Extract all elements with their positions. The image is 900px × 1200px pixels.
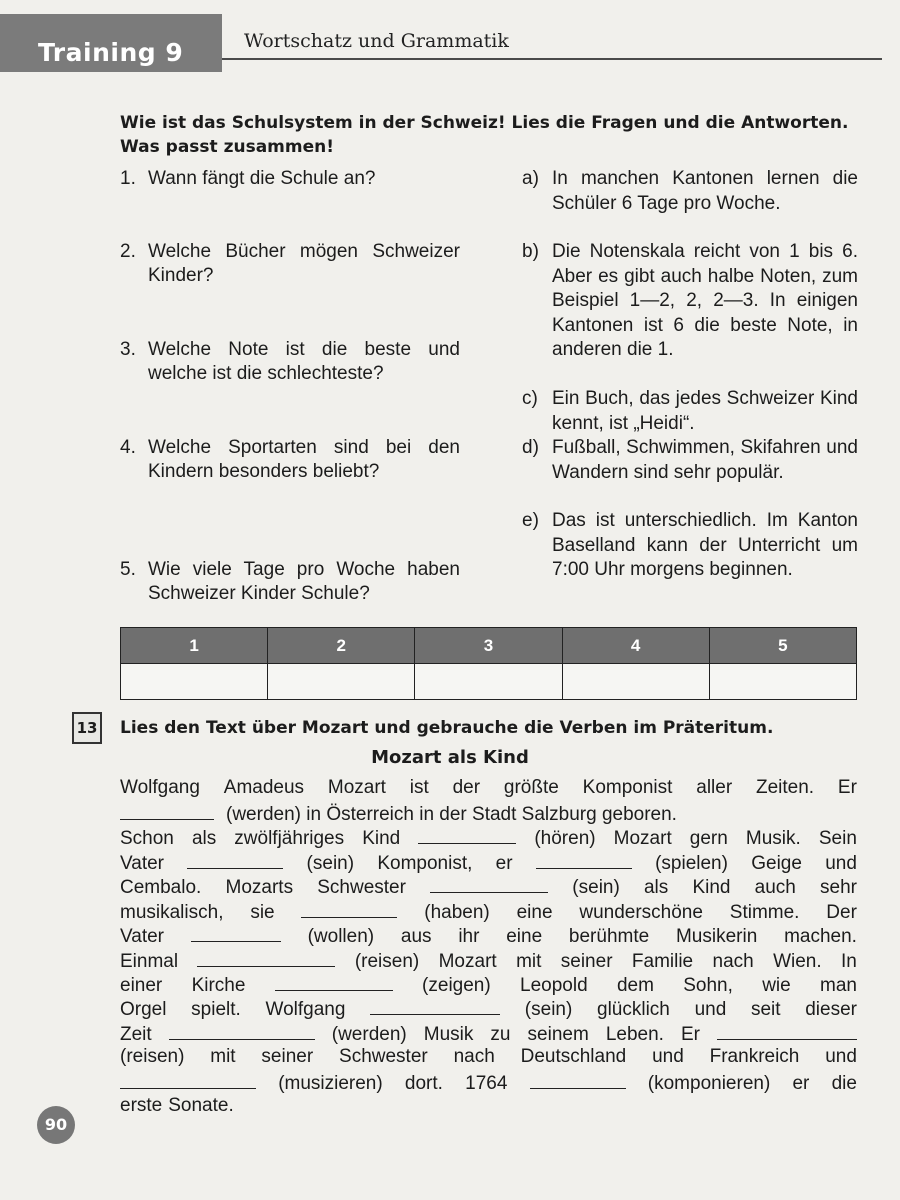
story-title: Mozart als Kind	[371, 747, 529, 768]
word: Kind	[362, 828, 401, 849]
word: Er	[837, 777, 857, 798]
text-line	[120, 850, 857, 876]
answer-cell[interactable]	[415, 664, 562, 700]
word: Musik.	[745, 828, 801, 849]
word: wunderschöne	[579, 902, 703, 923]
word: ist	[409, 777, 429, 798]
answer-table-header: 1	[121, 628, 268, 664]
word: er	[495, 853, 513, 874]
fill-blank[interactable]	[430, 874, 548, 893]
question-item	[120, 240, 460, 288]
word: (musizieren)	[278, 1073, 383, 1094]
word: (reisen)	[120, 1046, 185, 1067]
word: Komponist,	[377, 853, 473, 874]
answer-letter: c)	[522, 388, 538, 409]
word: und	[652, 1046, 684, 1067]
word: Leben.	[605, 1024, 664, 1045]
page-number: 90	[37, 1106, 75, 1144]
word: musikalisch,	[120, 902, 224, 923]
question-item	[120, 436, 460, 484]
word: (spielen)	[655, 853, 728, 874]
word: als	[191, 828, 217, 849]
answer-item	[522, 167, 858, 216]
word: spielt.	[191, 999, 241, 1020]
word: und	[694, 999, 727, 1020]
word: dieser	[805, 999, 857, 1020]
answer-item	[522, 240, 858, 363]
text-line	[120, 776, 857, 800]
answer-text: In manchen Kantonen lernen die Schüler 6 Tage pro Woche.	[552, 168, 858, 214]
question-item	[120, 338, 460, 386]
fill-blank[interactable]	[275, 972, 393, 991]
word: Der	[826, 902, 857, 923]
question-number: 3.	[120, 339, 136, 360]
word: seiner	[560, 951, 613, 972]
word: Zeiten.	[756, 777, 815, 798]
text-line	[120, 825, 857, 851]
word: Musik	[423, 1024, 474, 1045]
word: (haben)	[424, 902, 490, 923]
chapter-tab	[0, 14, 222, 72]
word: (komponieren)	[647, 1073, 771, 1094]
word: nach	[712, 951, 754, 972]
word: 1764	[465, 1073, 508, 1094]
word: Amadeus	[223, 777, 305, 798]
word: Sein	[818, 828, 857, 849]
word: Deutschland	[520, 1046, 627, 1067]
word: ihr	[458, 926, 480, 947]
word: Wien.	[773, 951, 822, 972]
word: Schwester	[339, 1046, 428, 1067]
word: er	[792, 1073, 810, 1094]
question-item	[120, 167, 460, 191]
word: Sonate.	[168, 1095, 234, 1116]
header-rule	[222, 58, 882, 60]
word: Stimme.	[729, 902, 800, 923]
fill-blank[interactable]	[301, 899, 397, 918]
word: Sohn,	[683, 975, 733, 996]
word: einer	[120, 975, 163, 996]
question-text: Wann fängt die Schule an?	[148, 168, 376, 189]
word: der	[452, 777, 481, 798]
text-line	[120, 899, 857, 925]
answer-table	[120, 627, 857, 700]
word: (hören)	[534, 828, 596, 849]
word: Schon	[120, 828, 174, 849]
answer-text: Ein Buch, das jedes Schweizer Kind kennt, ist „Heidi“.	[552, 388, 858, 434]
word: Mozart	[327, 777, 386, 798]
word: zwölfjähriges	[234, 828, 345, 849]
word: seiner	[261, 1046, 314, 1067]
answer-table-header: 3	[415, 628, 562, 664]
word: größte	[503, 777, 559, 798]
word: Vater	[120, 926, 165, 947]
word: Familie	[631, 951, 694, 972]
word: (werden) in Österreich in der Stadt Salzburg geboren.	[226, 804, 677, 825]
answer-item	[522, 509, 858, 583]
answer-cell[interactable]	[268, 664, 415, 700]
word: Orgel	[120, 999, 167, 1020]
word: In	[841, 951, 857, 972]
word: dem	[616, 975, 654, 996]
answer-letter: b)	[522, 241, 539, 262]
answer-item	[522, 436, 858, 485]
word: Musikerin	[675, 926, 758, 947]
question-text: Wie viele Tage pro Woche haben Schweizer Kinder Schule?	[148, 559, 460, 604]
word: zu	[490, 1024, 511, 1045]
word: machen.	[784, 926, 857, 947]
answer-table-header: 5	[709, 628, 856, 664]
task12-heading-line1: Wie ist das Schulsystem in der Schweiz! Lies die Fragen und die Antworten.	[120, 113, 849, 133]
fill-blank[interactable]	[191, 923, 281, 942]
text-line	[120, 801, 857, 827]
text-line	[120, 923, 857, 949]
question-number: 4.	[120, 437, 136, 458]
word: Kind	[692, 877, 731, 898]
answer-letter: d)	[522, 437, 539, 458]
fill-blank[interactable]	[197, 948, 335, 967]
text-line	[120, 1094, 857, 1118]
answer-text: Das ist unterschiedlich. Im Kanton Baselland kann der Unterricht um 7:00 Uhr morgens beginnen.	[552, 510, 858, 580]
fill-blank[interactable]	[187, 850, 283, 869]
word: (wollen)	[307, 926, 375, 947]
fill-blank[interactable]	[120, 801, 214, 820]
answer-table-header: 4	[562, 628, 709, 664]
fill-blank[interactable]	[169, 1021, 315, 1040]
answer-text: Die Notenskala reicht von 1 bis 6. Aber es gibt auch halbe Noten, zum Beispiel 1—2, 2, 2—3. In einigen Kantonen ist 6 die beste Note, in anderen die 1.	[552, 241, 858, 360]
word: die	[831, 1073, 857, 1094]
text-line	[120, 1021, 857, 1047]
word: sehr	[820, 877, 857, 898]
text-line	[120, 996, 857, 1022]
word: Mozart	[438, 951, 497, 972]
word: mit	[210, 1046, 236, 1067]
answer-text: Fußball, Schwimmen, Skifahren und Wandern sind sehr populär.	[552, 437, 858, 483]
text-line	[120, 948, 857, 974]
word: man	[820, 975, 857, 996]
word: als	[643, 877, 669, 898]
word: Er	[680, 1024, 700, 1045]
word: Mozart	[613, 828, 672, 849]
answer-letter: e)	[522, 510, 539, 531]
word: Komponist	[582, 777, 673, 798]
question-number: 2.	[120, 241, 136, 262]
word: nach	[453, 1046, 495, 1067]
text-line	[120, 1070, 857, 1096]
fill-blank[interactable]	[120, 1070, 256, 1089]
word: Wolfgang	[120, 777, 200, 798]
task12-heading-line2: Was passt zusammen!	[120, 137, 334, 157]
word: Cembalo.	[120, 877, 202, 898]
word: Leopold	[520, 975, 588, 996]
fill-blank[interactable]	[536, 850, 632, 869]
question-number: 5.	[120, 559, 136, 580]
word: aus	[400, 926, 432, 947]
text-line	[120, 874, 857, 900]
word: berühmte	[568, 926, 650, 947]
word: Kirche	[191, 975, 246, 996]
word: eine	[506, 926, 543, 947]
word: wie	[762, 975, 791, 996]
question-number: 1.	[120, 168, 136, 189]
word: dort.	[404, 1073, 443, 1094]
word: aller	[696, 777, 733, 798]
word: mit	[516, 951, 542, 972]
word: Mozarts	[225, 877, 294, 898]
word: glücklich	[597, 999, 670, 1020]
text-line	[120, 1045, 857, 1069]
word: (sein)	[572, 877, 620, 898]
fill-blank[interactable]	[370, 996, 500, 1015]
answer-table-header-row	[121, 628, 857, 664]
task13-heading: Lies den Text über Mozart und gebrauche die Verben im Präteritum.	[120, 718, 774, 738]
answer-table-input-row	[121, 664, 857, 700]
word: Einmal	[120, 951, 179, 972]
word: eine	[516, 902, 553, 923]
section-title: Wortschatz und Grammatik	[244, 30, 509, 52]
word: (reisen)	[354, 951, 420, 972]
word: und	[825, 1046, 857, 1067]
word: Geige	[751, 853, 802, 874]
answer-cell[interactable]	[562, 664, 709, 700]
answer-item	[522, 387, 858, 436]
word: Frankreich	[709, 1046, 800, 1067]
word: (werden)	[331, 1024, 407, 1045]
word: Wolfgang	[265, 999, 346, 1020]
task-number-badge: 13	[72, 712, 102, 744]
word: gern	[689, 828, 728, 849]
word: Zeit	[120, 1024, 152, 1045]
word: sie	[250, 902, 275, 923]
word: Vater	[120, 853, 165, 874]
fill-blank[interactable]	[717, 1021, 857, 1040]
answer-table-header: 2	[268, 628, 415, 664]
chapter-tab-label: Training 9	[38, 38, 184, 67]
question-text: Welche Bücher mögen Schweizer Kinder?	[148, 241, 460, 286]
question-item	[120, 558, 460, 606]
word: seit	[750, 999, 781, 1020]
word: und	[825, 853, 857, 874]
fill-blank[interactable]	[530, 1070, 626, 1089]
word: (sein)	[524, 999, 573, 1020]
word: auch	[754, 877, 796, 898]
word: (zeigen)	[422, 975, 491, 996]
question-text: Welche Sportarten sind bei den Kindern besonders beliebt?	[148, 437, 460, 482]
word: (sein)	[306, 853, 355, 874]
answer-cell[interactable]	[709, 664, 856, 700]
question-text: Welche Note ist die beste und welche ist die schlechteste?	[148, 339, 460, 384]
answer-letter: a)	[522, 168, 539, 189]
word: erste	[120, 1095, 163, 1116]
word: seinem	[527, 1024, 589, 1045]
text-line	[120, 972, 857, 998]
answer-cell[interactable]	[121, 664, 268, 700]
fill-blank[interactable]	[418, 825, 516, 844]
word: Schwester	[317, 877, 406, 898]
